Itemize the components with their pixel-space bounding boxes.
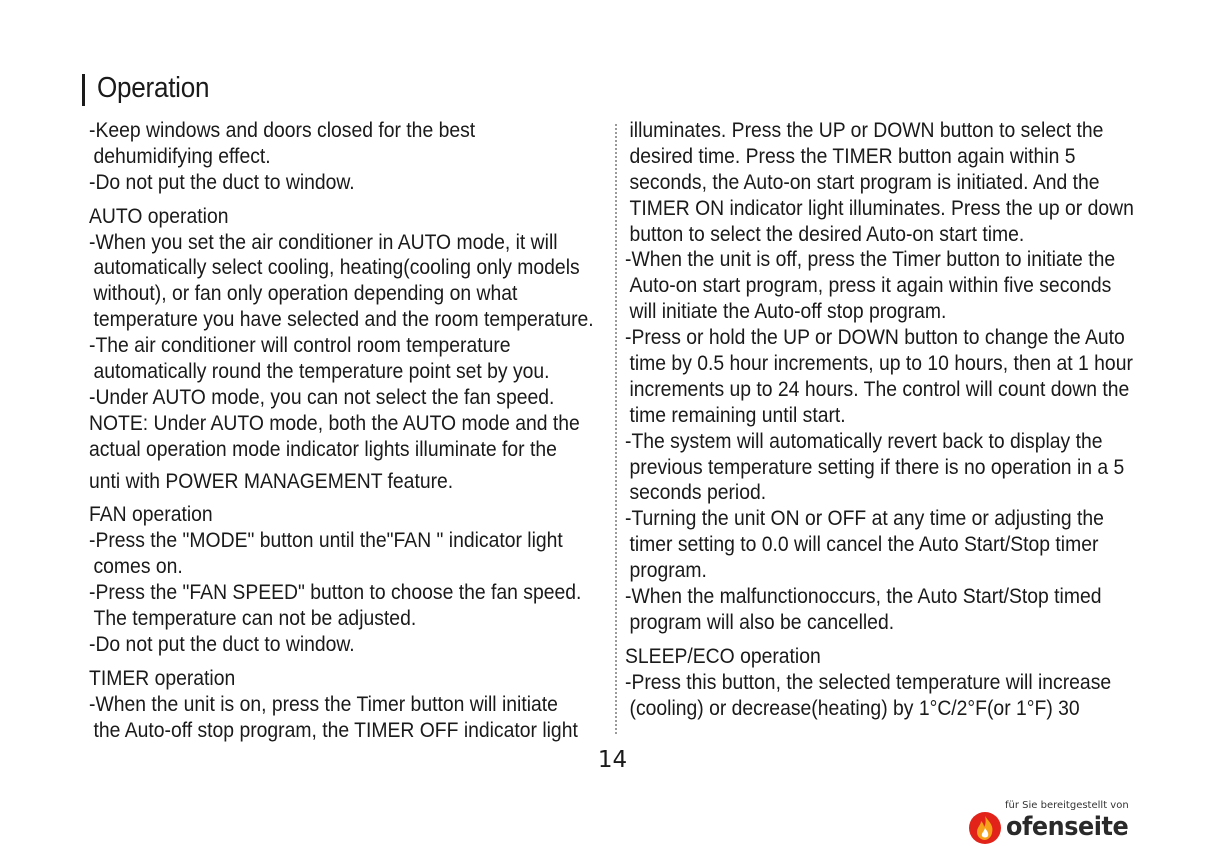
- text-line: Auto-on start program, press it again within five seconds: [629, 273, 1112, 298]
- text-line: unti with POWER MANAGEMENT feature.: [89, 468, 454, 493]
- text-line: -Under AUTO mode, you can not select the fan speed.: [89, 384, 555, 409]
- text-line: previous temperature setting if there is no operation in a 5: [629, 454, 1125, 479]
- text-line: seconds period.: [629, 480, 767, 505]
- text-line: -Do not put the duct to window.: [89, 169, 355, 194]
- text-line: actual operation mode indicator lights illuminate for the: [89, 436, 557, 461]
- text-line: without), or fan only operation depending on what: [93, 281, 518, 306]
- text-line: comes on.: [93, 554, 183, 579]
- text-line: -Do not put the duct to window.: [89, 631, 355, 656]
- text-line: illuminates. Press the UP or DOWN button to select the: [629, 118, 1104, 142]
- text-line: desired time. Press the TIMER button again within 5: [629, 143, 1076, 168]
- page-number: 14: [597, 747, 628, 773]
- text-line: program will also be cancelled.: [629, 609, 895, 634]
- logo-tagline: für Sie bereitgestellt von: [1005, 800, 1129, 811]
- text-line: seconds, the Auto-on start program is initiated. And the: [629, 169, 1100, 194]
- text-line: -Press this button, the selected temperature will increase: [625, 669, 1112, 694]
- text-line: time remaining until start.: [629, 402, 846, 427]
- logo-wordmark: ofenseite: [1006, 812, 1129, 842]
- text-line: automatically select cooling, heating(cooling only models: [93, 255, 580, 280]
- column-divider: [615, 124, 617, 734]
- text-line: -When the unit is off, press the Timer button to initiate the: [625, 247, 1116, 272]
- text-line: automatically round the temperature point set by you.: [93, 359, 550, 384]
- text-line: AUTO operation: [89, 203, 229, 228]
- text-line: -Turning the unit ON or OFF at any time or adjusting the: [625, 506, 1104, 531]
- text-line: TIMER ON indicator light illuminates. Press the up or down: [629, 195, 1134, 220]
- text-line: SLEEP/ECO operation: [625, 643, 821, 668]
- text-line: dehumidifying effect.: [93, 143, 271, 168]
- title-bar-accent: [82, 74, 85, 106]
- text-line: -The air conditioner will control room temperature: [89, 333, 511, 358]
- page-title: Operation: [97, 72, 210, 104]
- text-line: button to select the desired Auto-on start time.: [629, 221, 1025, 246]
- text-line: will initiate the Auto-off stop program.: [629, 299, 947, 324]
- text-line: -When the unit is on, press the Timer button will initiate: [89, 691, 558, 716]
- text-line: time by 0.5 hour increments, up to 10 hours, then at 1 hour: [629, 351, 1133, 376]
- text-line: the Auto-off stop program, the TIMER OFF indicator light: [93, 717, 578, 742]
- text-line: temperature you have selected and the room temperature.: [93, 307, 594, 332]
- text-line: FAN operation: [89, 502, 213, 527]
- left-column: [89, 118, 614, 743]
- text-line: TIMER operation: [89, 665, 236, 690]
- text-line: The temperature can not be adjusted.: [93, 606, 417, 631]
- text-line: (cooling) or decrease(heating) by 1°C/2°F(or 1°F) 30: [629, 695, 1080, 720]
- right-column: [625, 118, 1185, 721]
- text-line: -When you set the air conditioner in AUTO mode, it will: [89, 229, 558, 254]
- text-line: timer setting to 0.0 will cancel the Auto Start/Stop timer: [629, 532, 1099, 557]
- text-line: -Press the "MODE" button until the"FAN " indicator light: [89, 528, 563, 553]
- text-line: -Press the "FAN SPEED" button to choose the fan speed.: [89, 580, 582, 605]
- text-line: -The system will automatically revert back to display the: [625, 428, 1103, 453]
- text-line: -Press or hold the UP or DOWN button to change the Auto: [625, 325, 1125, 350]
- flame-icon: [967, 808, 1003, 846]
- text-line: -Keep windows and doors closed for the best: [89, 118, 476, 142]
- text-line: NOTE: Under AUTO mode, both the AUTO mode and the: [89, 410, 580, 435]
- text-line: program.: [629, 558, 707, 583]
- text-line: -When the malfunctionoccurs, the Auto Start/Stop timed: [625, 584, 1102, 609]
- text-line: increments up to 24 hours. The control will count down the: [629, 376, 1130, 401]
